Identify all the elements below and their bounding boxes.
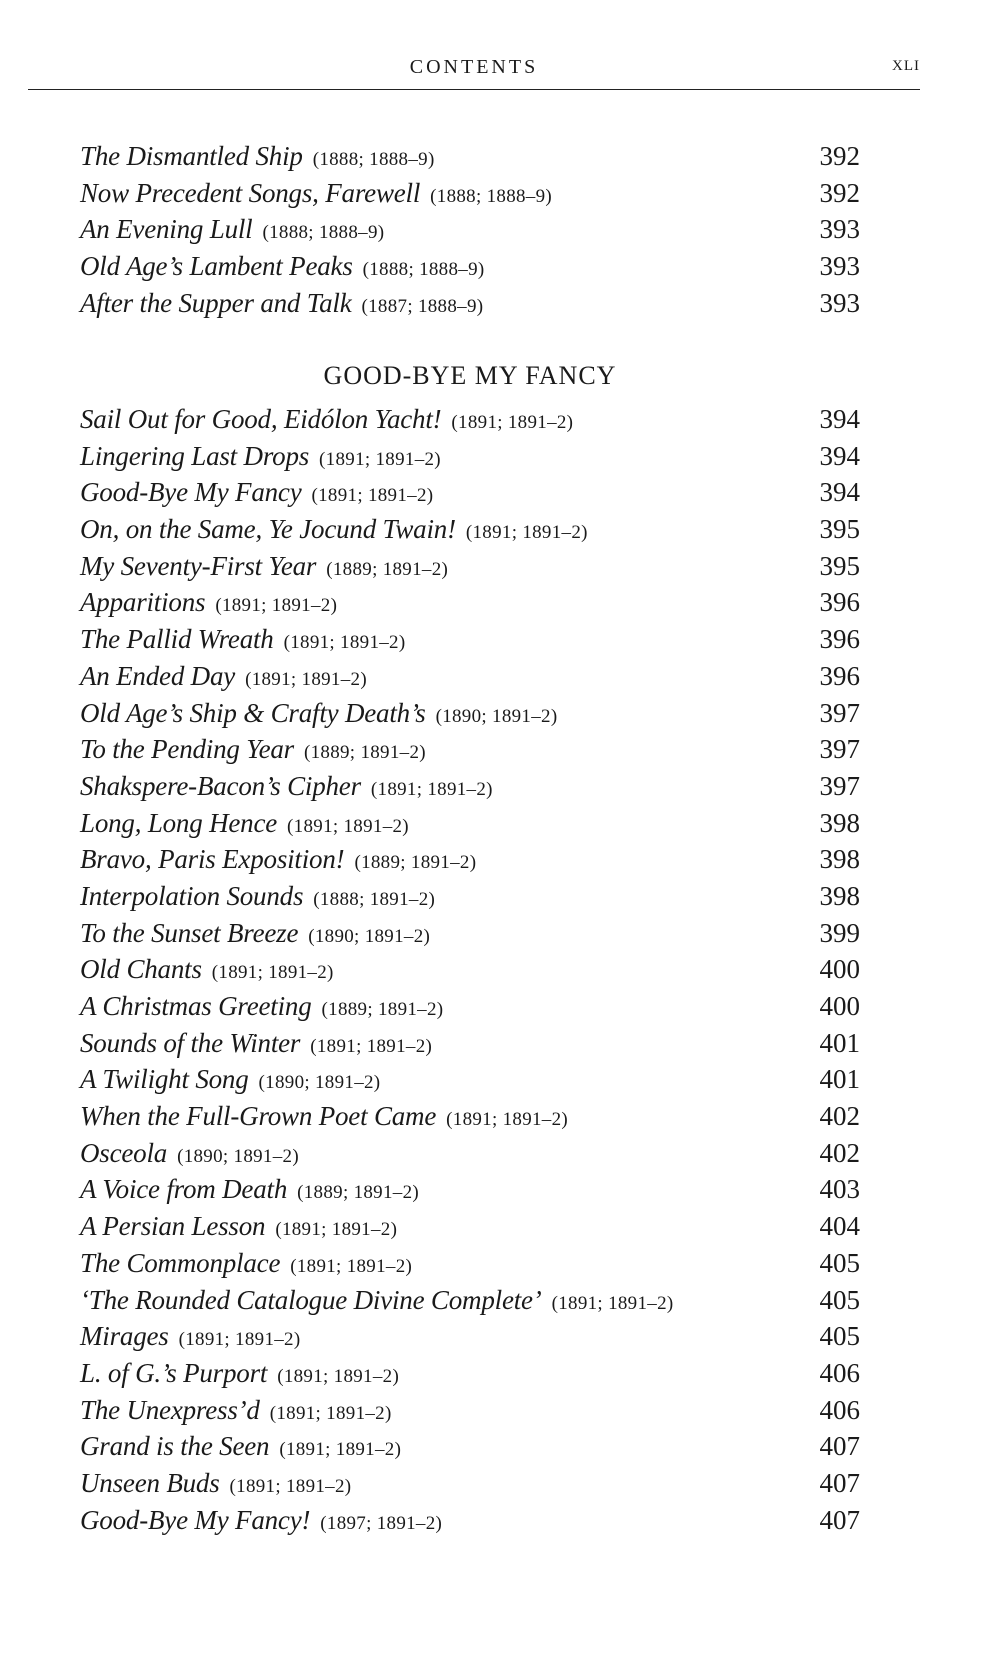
- entry-page-number: 393: [819, 287, 860, 318]
- entry-page-number: 407: [819, 1504, 860, 1535]
- toc-entry: [80, 768, 860, 805]
- toc-entry: [80, 511, 860, 548]
- entry-page-number: 398: [819, 844, 860, 875]
- entry-dates: (1891; 1891–2): [311, 485, 434, 507]
- entry-title: After the Supper and Talk: [80, 287, 352, 318]
- entry-title: My Seventy-First Year: [80, 550, 317, 581]
- entry-title: The Pallid Wreath: [80, 624, 274, 655]
- entry-title: To the Pending Year: [80, 734, 294, 765]
- toc-entry: [80, 1098, 860, 1135]
- toc-entry: [80, 1428, 860, 1465]
- entry-dates: (1891; 1891–2): [465, 522, 588, 544]
- entry-title: Lingering Last Drops: [80, 440, 310, 471]
- entry-page-number: 398: [819, 880, 860, 911]
- entry-page-number: 396: [819, 624, 860, 655]
- toc-entry: [80, 175, 860, 212]
- entry-dates: (1888; 1888–9): [312, 149, 435, 170]
- entry-page-number: 396: [819, 587, 860, 618]
- entry-dates: (1891; 1891–2): [290, 1255, 413, 1277]
- toc-entry: [80, 731, 860, 768]
- toc-entry: [80, 1502, 860, 1539]
- entry-title: Sail Out for Good, Eidólon Yacht!: [80, 404, 442, 434]
- entry-dates: (1891; 1891–2): [446, 1109, 569, 1131]
- entry-page-number: 396: [819, 660, 860, 691]
- toc-entry: [80, 621, 860, 658]
- entry-title: Good-Bye My Fancy!: [80, 1504, 311, 1535]
- entry-title: Old Chants: [80, 954, 202, 985]
- entry-title: An Ended Day: [80, 660, 236, 691]
- entry-page-number: 392: [819, 177, 860, 208]
- entry-title: To the Sunset Breeze: [80, 917, 299, 948]
- entry-dates: (1888; 1891–2): [313, 888, 436, 910]
- toc-entry: [80, 1208, 860, 1245]
- entry-title: Osceola: [80, 1137, 168, 1168]
- toc-entry: [80, 1135, 860, 1172]
- toc-entry: [80, 1318, 860, 1355]
- toc-entry: [80, 285, 860, 322]
- entry-page-number: 402: [819, 1137, 860, 1168]
- header-rule: [28, 89, 920, 90]
- entry-page-number: 407: [819, 1431, 860, 1462]
- entry-title: A Persian Lesson: [80, 1211, 266, 1242]
- entry-page-number: 400: [819, 991, 860, 1021]
- toc-entry: [80, 211, 860, 248]
- toc-entry: [80, 951, 860, 988]
- entry-page-number: 395: [819, 514, 860, 545]
- entry-page-number: 398: [819, 807, 860, 838]
- entry-title: Mirages: [80, 1321, 169, 1352]
- entry-page-number: 399: [819, 917, 860, 948]
- toc-entry: [80, 1171, 860, 1208]
- entry-title: Shakspere-Bacon’s Cipher: [80, 770, 361, 801]
- entry-title: An Evening Lull: [80, 214, 253, 245]
- entry-dates: (1891; 1891–2): [279, 1439, 402, 1461]
- entry-page-number: 394: [819, 404, 860, 434]
- entry-page-number: 397: [819, 697, 860, 728]
- toc-entry: [80, 695, 860, 732]
- entry-page-number: 394: [819, 440, 860, 471]
- entry-dates: (1891; 1891–2): [178, 1329, 301, 1351]
- entry-page-number: 405: [819, 1284, 860, 1315]
- entry-page-number: 406: [819, 1394, 860, 1425]
- entry-title: Unseen Buds: [80, 1467, 220, 1498]
- entry-dates: (1889; 1891–2): [303, 742, 426, 764]
- entry-dates: (1889; 1891–2): [354, 852, 477, 874]
- toc-list-previous-section: [80, 138, 860, 321]
- entry-dates: (1888; 1888–9): [430, 185, 553, 207]
- entry-title: A Christmas Greeting: [80, 991, 312, 1021]
- toc-entry: [80, 1061, 860, 1098]
- entry-title: Now Precedent Songs, Farewell: [80, 177, 421, 208]
- entry-dates: (1890; 1891–2): [258, 1072, 381, 1094]
- entry-page-number: 405: [819, 1321, 860, 1352]
- entry-title: ‘The Rounded Catalogue Divine Complete’: [80, 1284, 542, 1315]
- entry-page-number: 401: [819, 1064, 860, 1095]
- entry-dates: (1891; 1891–2): [319, 448, 441, 470]
- toc-entry: [80, 841, 860, 878]
- entry-title: The Unexpress’d: [80, 1394, 260, 1425]
- toc-entry: [80, 1282, 860, 1319]
- entry-dates: (1891; 1891–2): [370, 778, 493, 800]
- entry-dates: (1890; 1891–2): [308, 925, 431, 947]
- page-number: XLI: [892, 58, 920, 74]
- entry-page-number: 407: [819, 1467, 860, 1498]
- entry-dates: (1889; 1891–2): [297, 1182, 420, 1204]
- entry-title: Bravo, Paris Exposition!: [80, 844, 345, 875]
- toc-entry: [80, 401, 860, 438]
- entry-title: Interpolation Sounds: [80, 880, 304, 911]
- entry-page-number: 404: [819, 1211, 860, 1242]
- toc-entry: [80, 548, 860, 585]
- entry-title: The Commonplace: [80, 1247, 281, 1278]
- entry-dates: (1891; 1891–2): [551, 1292, 674, 1314]
- entry-dates: (1889; 1891–2): [321, 999, 444, 1020]
- entry-title: Old Age’s Lambent Peaks: [80, 251, 353, 282]
- entry-page-number: 397: [819, 734, 860, 765]
- entry-dates: (1891; 1891–2): [287, 815, 409, 837]
- toc-entry: [80, 438, 860, 475]
- toc-entry: [80, 138, 860, 175]
- toc-entry: [80, 1025, 860, 1062]
- toc-list-good-bye-my-fancy: [80, 401, 860, 1538]
- page-header: [28, 56, 920, 88]
- toc-entry: [80, 1245, 860, 1282]
- entry-title: A Voice from Death: [80, 1174, 288, 1205]
- entry-title: L. of G.’s Purport: [80, 1357, 268, 1388]
- entry-title: The Dismantled Ship: [80, 141, 303, 171]
- entry-page-number: 393: [819, 251, 860, 282]
- entry-dates: (1891; 1891–2): [451, 412, 574, 433]
- entry-page-number: 406: [819, 1357, 860, 1388]
- entry-dates: (1887; 1888–9): [361, 295, 484, 317]
- entry-dates: (1888; 1888–9): [262, 222, 385, 244]
- entry-dates: (1891; 1891–2): [275, 1219, 398, 1241]
- entry-title: Old Age’s Ship & Crafty Death’s: [80, 697, 426, 728]
- entry-page-number: 394: [819, 477, 860, 508]
- toc-entry: [80, 584, 860, 621]
- toc-entry: [80, 988, 860, 1025]
- entry-dates: (1891; 1891–2): [245, 668, 367, 690]
- entry-dates: (1891; 1891–2): [229, 1475, 352, 1497]
- toc-entry: [80, 658, 860, 695]
- entry-page-number: 405: [819, 1247, 860, 1278]
- entry-page-number: 401: [819, 1027, 860, 1058]
- entry-dates: (1891; 1891–2): [283, 632, 406, 654]
- entry-title: When the Full-Grown Poet Came: [80, 1101, 437, 1132]
- toc-entry: [80, 878, 860, 915]
- toc-entry: [80, 474, 860, 511]
- entry-dates: (1891; 1891–2): [277, 1365, 400, 1387]
- entry-dates: (1890; 1891–2): [435, 705, 558, 727]
- entry-title: Apparitions: [80, 587, 206, 618]
- entry-title: Sounds of the Winter: [80, 1027, 301, 1058]
- entry-page-number: 395: [819, 550, 860, 581]
- entry-dates: (1890; 1891–2): [177, 1145, 299, 1167]
- entry-title: Grand is the Seen: [80, 1431, 270, 1462]
- entry-dates: (1897; 1891–2): [320, 1512, 443, 1534]
- entry-page-number: 392: [819, 141, 860, 171]
- running-head-title: CONTENTS: [409, 56, 539, 78]
- entry-page-number: 403: [819, 1174, 860, 1205]
- toc-entry: [80, 915, 860, 952]
- entry-page-number: 402: [819, 1101, 860, 1132]
- entry-title: Long, Long Hence: [80, 807, 278, 838]
- section-heading: GOOD-BYE MY FANCY: [323, 361, 617, 390]
- toc-entry: [80, 1392, 860, 1429]
- entry-dates: (1891; 1891–2): [310, 1035, 433, 1057]
- entry-title: Good-Bye My Fancy: [80, 477, 302, 508]
- entry-title: On, on the Same, Ye Jocund Twain!: [80, 514, 456, 545]
- entry-dates: (1889; 1891–2): [326, 558, 449, 580]
- entry-page-number: 400: [819, 954, 860, 985]
- toc-entry: [80, 1355, 860, 1392]
- entry-page-number: 397: [819, 770, 860, 801]
- entry-dates: (1891; 1891–2): [211, 962, 334, 984]
- entry-dates: (1888; 1888–9): [362, 259, 485, 281]
- toc-entry: [80, 805, 860, 842]
- entry-title: A Twilight Song: [80, 1064, 249, 1095]
- entry-dates: (1891; 1891–2): [215, 595, 338, 617]
- entry-dates: (1891; 1891–2): [269, 1402, 392, 1424]
- toc-entry: [80, 248, 860, 285]
- toc-entry: [80, 1465, 860, 1502]
- entry-page-number: 393: [819, 214, 860, 245]
